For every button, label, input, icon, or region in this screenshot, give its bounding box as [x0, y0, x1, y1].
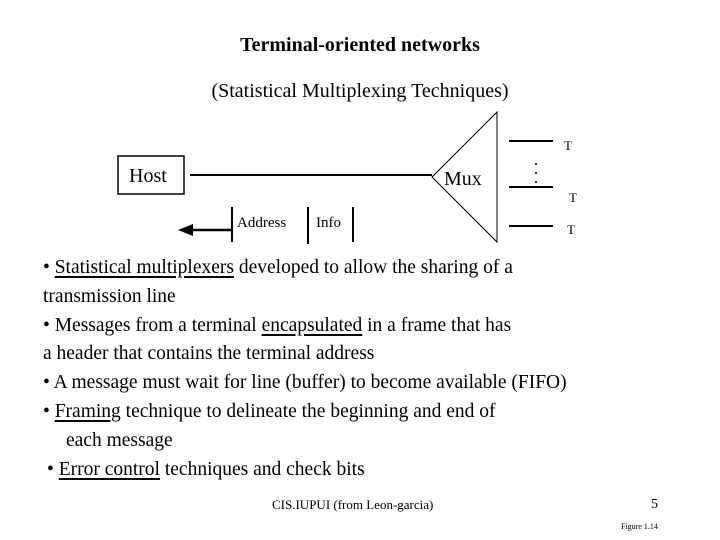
terminal-label-2: T: [569, 190, 577, 205]
figure-label: Figure 1.14: [621, 522, 658, 531]
ellipsis-dot: [535, 181, 537, 183]
host-label: Host: [129, 165, 167, 187]
frame-info-field: Info: [316, 215, 341, 231]
bullet-2: • Messages from a terminal encapsulated in a frame that has: [43, 314, 512, 336]
page-subtitle: (Statistical Multiplexing Techniques): [211, 80, 509, 102]
bullet-5: • Error control techniques and check bits: [47, 458, 365, 480]
terminal-label-1: T: [564, 138, 572, 153]
frame-address-field: Address: [237, 215, 287, 231]
ellipsis-dot: [535, 172, 537, 174]
bullet-4-cont: each message: [66, 429, 173, 451]
bullet-list: [43, 254, 713, 484]
underlined-term: encapsulated: [261, 314, 363, 336]
page-number: 5: [651, 497, 658, 512]
network-diagram: [0, 0, 720, 260]
bullet-4: • Framing technique to delineate the beginning and end of: [43, 400, 496, 422]
footer-source: CIS.IUPUI (from Leon-garcia): [272, 497, 434, 512]
ellipsis-dot: [535, 163, 537, 165]
underlined-term: Framing: [54, 400, 121, 422]
bullet-2-cont: a header that contains the terminal address: [43, 343, 375, 365]
bullet-1-cont: transmission line: [43, 285, 176, 307]
underlined-term: Statistical multiplexers: [54, 257, 234, 278]
mux-label: Mux: [444, 168, 482, 190]
page-title: Terminal-oriented networks: [240, 34, 480, 56]
terminal-label-3: T: [567, 222, 575, 237]
underlined-term: Error control: [58, 458, 160, 480]
bullet-3: • A message must wait for line (buffer) to become available (FIFO): [43, 372, 567, 394]
frame-arrowhead: [178, 224, 193, 236]
bullet-1: • Statistical multiplexers developed to allow the sharing of a: [43, 257, 513, 278]
